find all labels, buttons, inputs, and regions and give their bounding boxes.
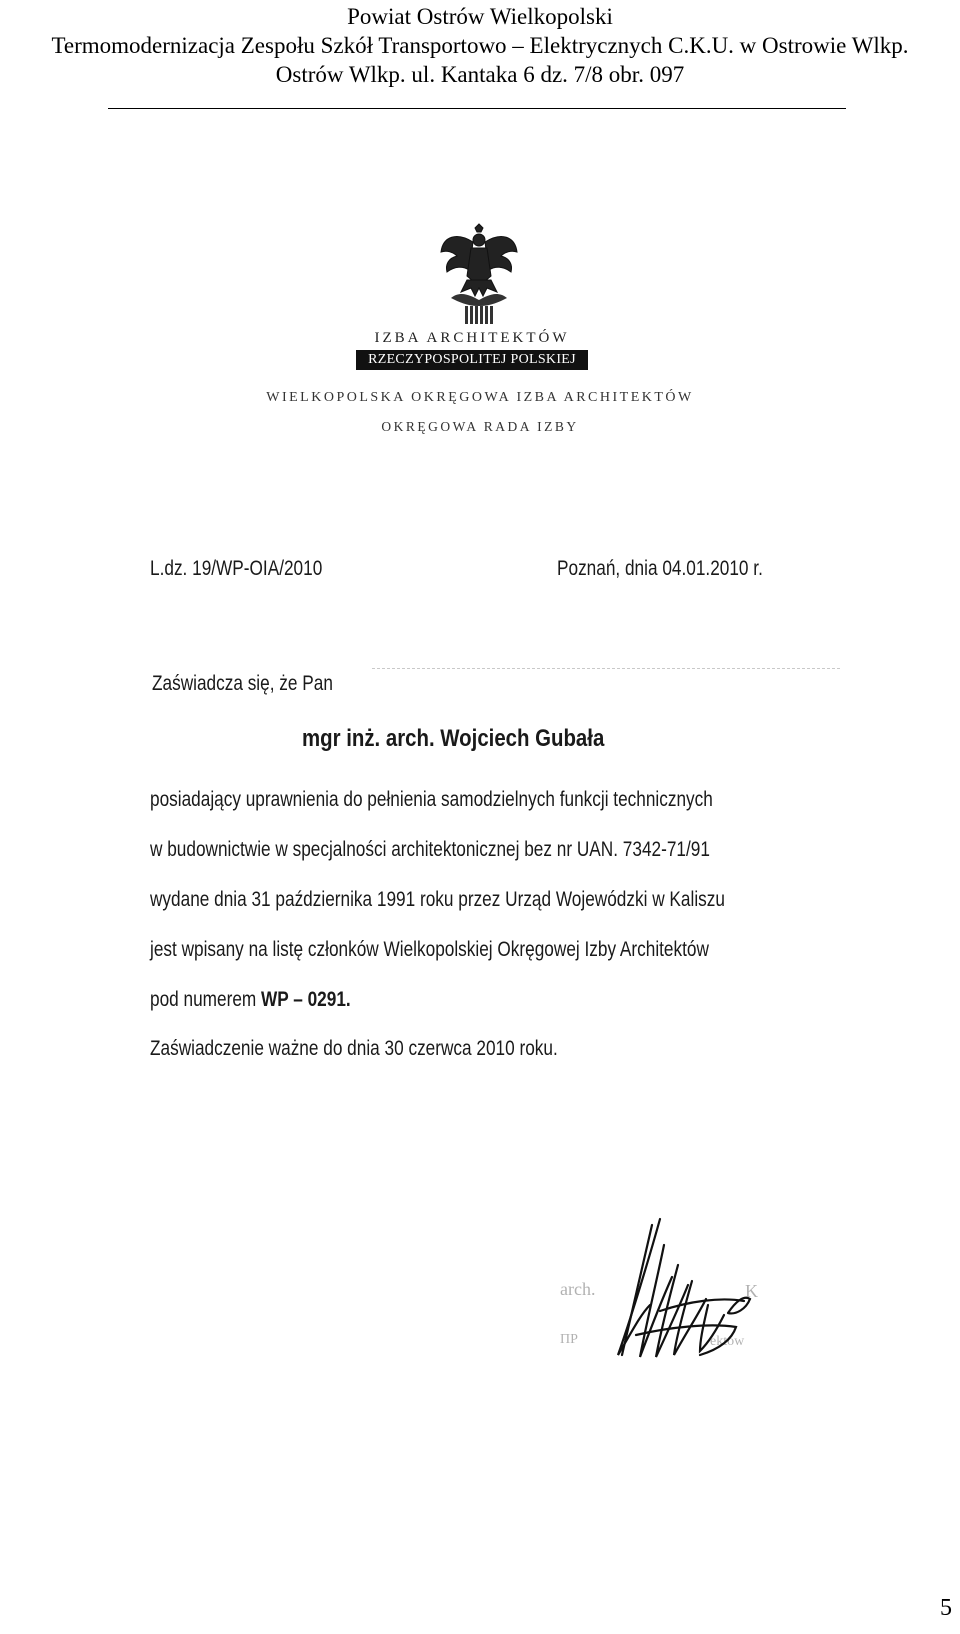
validity-note: Zaświadczenie ważne do dnia 30 czerwca 2010 roku. (150, 1037, 558, 1060)
number-prefix: pod numerem (150, 988, 262, 1011)
reference-number: L.dz. 19/WP-OIA/2010 (150, 557, 323, 580)
stamp-text: arch. ... WICEPREZES (560, 1215, 570, 1216)
svg-text:arch.: arch. (560, 1279, 596, 1299)
body-line-2: w budownictwie w specjalności architektonicznej bez nr UAN. 7342-71/91 (150, 838, 710, 861)
body-line-1: posiadający uprawnienia do pełnienia samodzielnych funkcji technicznych (150, 788, 713, 811)
header-county: Powiat Ostrów Wielkopolski (347, 4, 613, 29)
intro-text: Zaświadcza się, że Pan (152, 672, 333, 695)
svg-text:K: K (745, 1281, 758, 1301)
eagle-emblem-icon (437, 222, 521, 326)
membership-number-line (150, 988, 351, 1012)
svg-text:ΠΡ: ΠΡ (560, 1332, 578, 1347)
svg-text:ektów: ektów (710, 1334, 745, 1349)
council-name: OKRĘGOWA RADA IZBY (381, 419, 579, 434)
body-line-4: jest wpisany na listę członków Wielkopolskiej Okręgowej Izby Architektów (150, 938, 709, 961)
page-number: 5 (940, 1595, 952, 1621)
org-subtitle: RZECZYPOSPOLITEJ POLSKIEJ (356, 350, 588, 370)
person-name: mgr inż. arch. Wojciech Gubała (302, 725, 605, 752)
header-divider (108, 108, 846, 109)
place-date: Poznań, dnia 04.01.2010 r. (557, 557, 763, 580)
header-address: Ostrów Wlkp. ul. Kantaka 6 dz. 7/8 obr. 097 (275, 62, 685, 87)
signature-stamp (560, 1215, 810, 1375)
header-project: Termomodernizacja Zespołu Szkół Transportowo – Elektrycznych C.K.U. w Ostrowie Wlkp. (51, 33, 909, 58)
org-title: IZBA ARCHITEKTÓW (374, 330, 570, 346)
regional-chamber: WIELKOPOLSKA OKRĘGOWA IZBA ARCHITEKTÓW (266, 390, 694, 405)
body-line-3: wydane dnia 31 października 1991 roku przez Urząd Wojewódzki w Kaliszu (150, 888, 725, 911)
membership-number: WP – 0291. (261, 988, 351, 1011)
faint-dotted-line (372, 668, 840, 669)
